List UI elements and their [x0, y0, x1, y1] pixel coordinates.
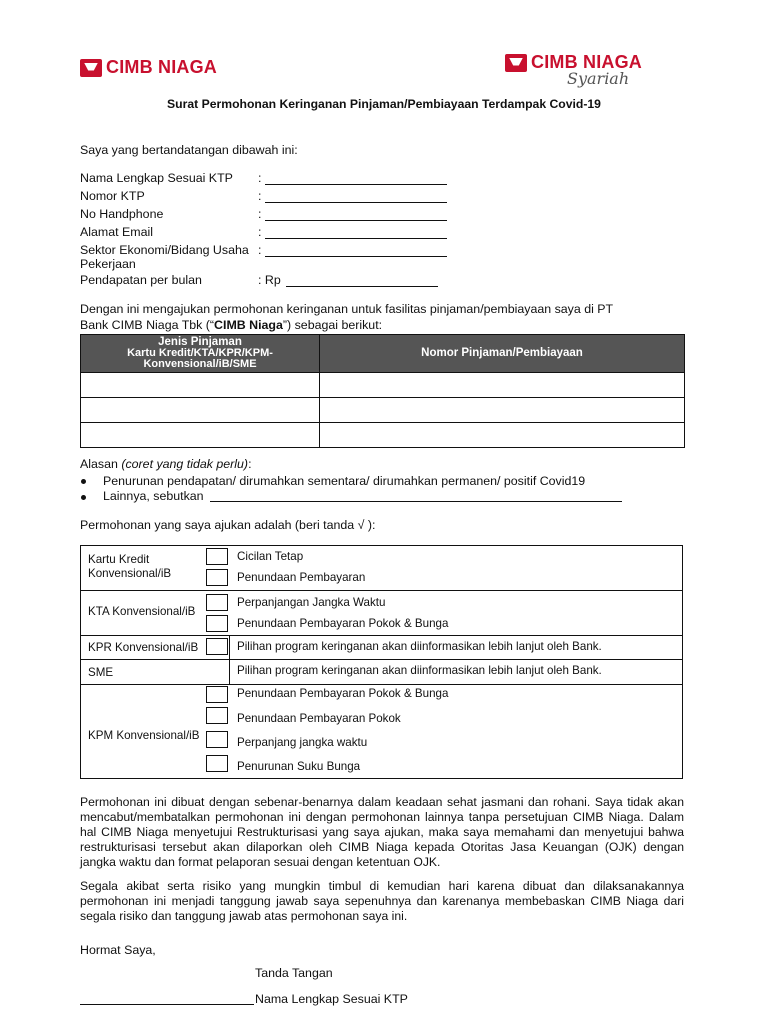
table-row — [81, 423, 685, 448]
kpm-option-4: Penurunan Suku Bunga — [237, 760, 361, 773]
kpm-option-2: Penundaan Pembayaran Pokok — [237, 712, 401, 725]
other-reason-input-line[interactable] — [210, 501, 622, 502]
loan-number-cell[interactable] — [320, 423, 685, 448]
kk-label-line: Konvensional/iB — [88, 567, 172, 580]
field-colon: : — [258, 243, 262, 257]
signature-label: Tanda Tangan — [255, 966, 333, 980]
cimb-niaga-syariah-logo — [505, 52, 642, 88]
cimb-logo-icon — [505, 54, 527, 72]
kk-option-1: Cicilan Tetap — [237, 550, 304, 563]
phone-input-line[interactable] — [265, 220, 447, 221]
bank-name-bold: CIMB Niaga — [214, 318, 283, 332]
column-divider — [229, 635, 230, 684]
kpm-penurunan-bunga-checkbox[interactable] — [206, 755, 228, 772]
field-label-name: Nama Lengkap Sesuai KTP — [80, 171, 233, 185]
name-input-line[interactable] — [265, 184, 447, 185]
field-colon: : — [258, 207, 262, 221]
liability-paragraph: Segala akibat serta risiko yang mungkin timbul di kemudian hari karena dibuat dan dilaksanakannya permohonan ini menjadi tanggung jawab saya sepenuhnya dan karenanya membebaskan CIMB Niaga dari segala risiko dan tanggung jawab atas permohonan saya ini. — [80, 879, 684, 923]
kta-perpanjangan-checkbox[interactable] — [206, 594, 228, 611]
ktp-input-line[interactable] — [265, 202, 447, 203]
bullet-icon — [81, 479, 86, 484]
kpm-option-1: Penundaan Pembayaran Pokok & Bunga — [237, 687, 449, 700]
sector-input-line[interactable] — [265, 256, 447, 257]
row-divider — [80, 684, 683, 685]
reason-note: (coret yang tidak perlu) — [121, 457, 249, 471]
field-label-ktp: Nomor KTP — [80, 189, 145, 203]
field-colon: : Rp — [258, 273, 281, 287]
request-text: ”) sebagai berikut: — [282, 318, 383, 332]
field-label-sector: Sektor Ekonomi/Bidang Usaha — [80, 243, 249, 257]
loan-type-sub: Konvensional/iB/SME — [143, 358, 257, 370]
kk-option-2: Penundaan Pembayaran — [237, 571, 366, 584]
reason-label-text: Alasan — [80, 457, 122, 471]
kta-option-2: Penundaan Pembayaran Pokok & Bunga — [237, 617, 449, 630]
loan-type-title: Jenis Pinjaman — [158, 336, 242, 348]
income-input-line[interactable] — [286, 286, 438, 287]
row-divider — [80, 590, 683, 591]
kpm-penundaan-pokok-checkbox[interactable] — [206, 707, 228, 724]
reason-colon: : — [248, 457, 252, 471]
kta-penundaan-checkbox[interactable] — [206, 615, 228, 632]
closing-text: Hormat Saya, — [80, 943, 156, 957]
kk-label — [88, 553, 171, 581]
field-colon: : — [258, 171, 262, 185]
bullet-icon — [81, 495, 86, 500]
syariah-text: Syariah — [567, 69, 630, 88]
request-text: Bank CIMB Niaga Tbk (“ — [80, 318, 215, 332]
loan-type-cell[interactable] — [81, 398, 320, 423]
penundaan-pembayaran-checkbox[interactable] — [206, 569, 228, 586]
reason-option-2[interactable]: Lainnya, sebutkan — [103, 489, 204, 503]
document-title: Surat Permohonan Keringanan Pinjaman/Pembiayaan Terdampak Covid-19 — [167, 97, 601, 111]
kpm-penundaan-pokok-bunga-checkbox[interactable] — [206, 686, 228, 703]
request-statement-line2 — [80, 318, 382, 332]
declaration-paragraph: Permohonan ini dibuat dengan sebenar-benarnya dalam keadaan sehat jasmani dan rohani. Saya tidak akan mencabut/membatalkan permohonan ini dengan permohonan lainnya tanpa persetujuan CIMB Niaga. Dalam hal CIMB Niaga menyetujui Restrukturisasi yang saya ajukan, maka saya memahami dan menyetujui bahwa restrukturisasi tersebut akan dilaporkan oleh CIMB Niaga kepada Otoritas Jasa Keuangan (OJK) dengan jangka waktu dan format pelaporan sesuai dengan ketentuan OJK. — [80, 795, 684, 869]
request-prompt: Permohonan yang saya ajukan adalah (beri tanda √ ): — [80, 518, 376, 532]
loan-number-header: Nomor Pinjaman/Pembiayaan — [320, 335, 685, 373]
table-row — [81, 373, 685, 398]
kpm-option-3: Perpanjang jangka waktu — [237, 736, 368, 749]
row-divider — [80, 635, 683, 636]
loan-type-cell[interactable] — [81, 373, 320, 398]
loan-type-sub: Kartu Kredit/KTA/KPR/KPM- — [127, 347, 273, 359]
field-colon: : — [258, 189, 262, 203]
intro-text: Saya yang bertandatangan dibawah ini: — [80, 143, 298, 157]
kpm-label: KPM Konvensional/iB — [88, 729, 200, 742]
field-label-email: Alamat Email — [80, 225, 153, 239]
kpr-option: Pilihan program keringanan akan diinformasikan lebih lanjut oleh Bank. — [237, 640, 602, 653]
field-colon: : — [258, 225, 262, 239]
field-label-income: Pendapatan per bulan — [80, 273, 202, 287]
field-label-job: Pekerjaan — [80, 257, 136, 271]
cimb-logo-icon — [80, 59, 102, 77]
kta-option-1: Perpanjangan Jangka Waktu — [237, 596, 386, 609]
reason-option-1[interactable]: Penurunan pendapatan/ dirumahkan sementara/ dirumahkan permanen/ positif Covid19 — [103, 474, 586, 488]
loan-table — [80, 334, 685, 448]
cimb-niaga-logo — [80, 57, 217, 78]
reason-label — [80, 457, 252, 471]
kpm-perpanjang-checkbox[interactable] — [206, 731, 228, 748]
field-label-phone: No Handphone — [80, 207, 164, 221]
kta-label: KTA Konvensional/iB — [88, 605, 196, 618]
loan-number-cell[interactable] — [320, 398, 685, 423]
loan-type-cell[interactable] — [81, 423, 320, 448]
sme-option: Pilihan program keringanan akan diinformasikan lebih lanjut oleh Bank. — [237, 664, 602, 677]
kpr-checkbox[interactable] — [206, 638, 228, 655]
cicilan-tetap-checkbox[interactable] — [206, 548, 228, 565]
logo-text: CIMB NIAGA — [106, 57, 217, 77]
kpr-label: KPR Konvensional/iB — [88, 641, 199, 654]
row-divider — [80, 659, 683, 660]
email-input-line[interactable] — [265, 238, 447, 239]
full-name-label: Nama Lengkap Sesuai KTP — [255, 992, 408, 1006]
request-statement-line1: Dengan ini mengajukan permohonan keringanan untuk fasilitas pinjaman/pembiayaan saya di PT — [80, 302, 614, 316]
loan-number-cell[interactable] — [320, 373, 685, 398]
loan-type-header — [81, 335, 320, 373]
logo-text: CIMB NIAGA — [531, 52, 642, 72]
table-row — [81, 398, 685, 423]
kk-label-line: Kartu Kredit — [88, 553, 150, 566]
name-signature-line[interactable] — [80, 1004, 254, 1005]
sme-label: SME — [88, 666, 114, 679]
